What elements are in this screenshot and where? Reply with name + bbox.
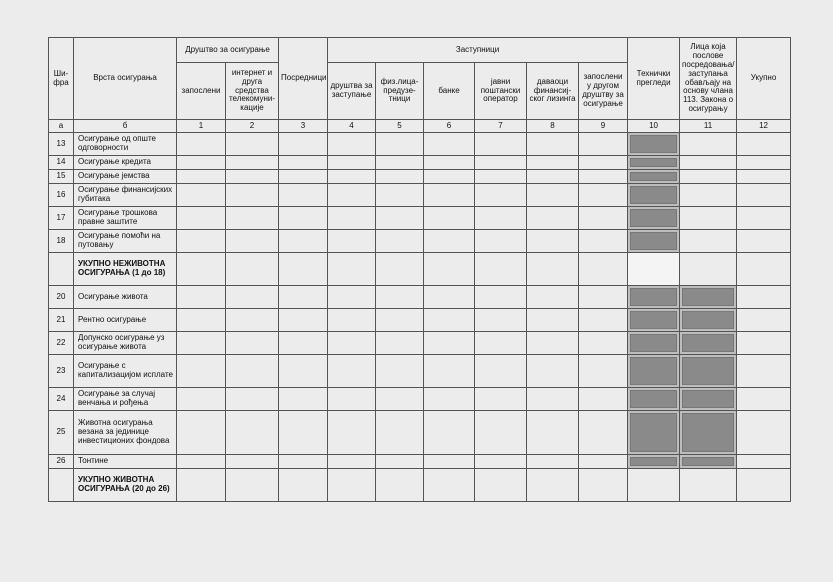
value-cell[interactable] (226, 156, 279, 170)
value-cell[interactable] (680, 469, 737, 502)
table-row (49, 286, 791, 309)
disabled-cell (680, 286, 737, 309)
value-cell[interactable] (680, 184, 737, 207)
value-cell[interactable] (376, 170, 424, 184)
value-cell[interactable] (579, 207, 628, 230)
value-cell[interactable] (279, 184, 328, 207)
value-cell[interactable] (527, 230, 579, 253)
value-cell[interactable] (424, 207, 475, 230)
value-cell[interactable] (579, 309, 628, 332)
value-cell[interactable] (527, 332, 579, 355)
value-cell[interactable] (424, 455, 475, 469)
table-row (49, 355, 791, 388)
row-label: Осигурање од опште одговорности (74, 133, 177, 156)
value-cell[interactable] (737, 207, 791, 230)
value-cell[interactable] (737, 286, 791, 309)
column-index: 12 (737, 120, 791, 133)
disabled-cell (628, 207, 680, 230)
row-code: 25 (49, 411, 74, 455)
value-cell[interactable] (328, 133, 376, 156)
value-cell[interactable] (177, 286, 226, 309)
value-cell[interactable] (177, 355, 226, 388)
value-cell[interactable] (737, 133, 791, 156)
row-code: 21 (49, 309, 74, 332)
value-cell[interactable] (579, 253, 628, 286)
value-cell[interactable] (579, 455, 628, 469)
header-zaposleni: запослени (177, 63, 226, 120)
value-cell[interactable] (279, 133, 328, 156)
row-code: 13 (49, 133, 74, 156)
insurance-distribution-table (48, 37, 791, 502)
value-cell[interactable] (328, 286, 376, 309)
value-cell[interactable] (226, 184, 279, 207)
disabled-cell (680, 455, 737, 469)
header-zastupnici-group: Заступници (328, 38, 628, 63)
value-cell[interactable] (279, 207, 328, 230)
header-internet: интернет и друга средства телекомуни-кације (226, 63, 279, 120)
table-row (49, 309, 791, 332)
value-cell[interactable] (579, 133, 628, 156)
value-cell[interactable] (279, 286, 328, 309)
value-cell[interactable] (475, 455, 527, 469)
row-label: Допунско осигурање уз осигурање живота (74, 332, 177, 355)
value-cell[interactable] (680, 133, 737, 156)
value-cell[interactable] (328, 411, 376, 455)
row-label: Животна осигурања везана за јединице инвестиционих фондова (74, 411, 177, 455)
value-cell[interactable] (424, 133, 475, 156)
value-cell[interactable] (177, 469, 226, 502)
header-javni-postanski: јавни поштански оператор (475, 63, 527, 120)
value-cell[interactable] (579, 184, 628, 207)
value-cell[interactable] (527, 455, 579, 469)
value-cell[interactable] (424, 469, 475, 502)
value-cell[interactable] (527, 133, 579, 156)
row-label: УКУПНО НЕЖИВОТНА ОСИГУРАЊА (1 до 18) (74, 253, 177, 286)
value-cell[interactable] (475, 286, 527, 309)
value-cell[interactable] (279, 388, 328, 411)
value-cell[interactable] (328, 455, 376, 469)
value-cell[interactable] (226, 388, 279, 411)
value-cell[interactable] (328, 170, 376, 184)
value-cell[interactable] (737, 455, 791, 469)
row-label: Осигурање финансијских губитака (74, 184, 177, 207)
row-code: 14 (49, 156, 74, 170)
row-code (49, 253, 74, 286)
value-cell[interactable] (737, 230, 791, 253)
disabled-cell (628, 455, 680, 469)
value-cell[interactable] (328, 253, 376, 286)
value-cell[interactable] (737, 469, 791, 502)
column-index: 8 (527, 120, 579, 133)
value-cell[interactable] (279, 170, 328, 184)
disabled-cell (628, 309, 680, 332)
column-index: 11 (680, 120, 737, 133)
table-row (49, 133, 791, 156)
value-cell[interactable] (226, 469, 279, 502)
row-label: Осигурање трошкова правне заштите (74, 207, 177, 230)
value-cell[interactable] (376, 309, 424, 332)
row-code: 20 (49, 286, 74, 309)
value-cell[interactable] (424, 411, 475, 455)
value-cell[interactable] (475, 355, 527, 388)
row-code (49, 469, 74, 502)
value-cell[interactable] (226, 411, 279, 455)
value-cell[interactable] (527, 184, 579, 207)
value-cell[interactable] (376, 207, 424, 230)
value-cell[interactable] (177, 309, 226, 332)
value-cell[interactable] (226, 309, 279, 332)
value-cell[interactable] (376, 230, 424, 253)
value-cell[interactable] (737, 332, 791, 355)
value-cell[interactable] (475, 170, 527, 184)
value-cell[interactable] (527, 156, 579, 170)
value-cell[interactable] (376, 388, 424, 411)
disabled-cell (680, 332, 737, 355)
disabled-cell (628, 411, 680, 455)
table-row (49, 170, 791, 184)
header-sifra: Ши-фра (49, 38, 74, 120)
value-cell[interactable] (424, 253, 475, 286)
value-cell[interactable] (226, 253, 279, 286)
value-cell[interactable] (424, 184, 475, 207)
header-row-1 (49, 38, 791, 63)
value-cell[interactable] (177, 388, 226, 411)
value-cell[interactable] (177, 253, 226, 286)
row-label: Осигурање кредита (74, 156, 177, 170)
value-cell[interactable] (475, 133, 527, 156)
row-label: Осигурање помоћи на путовању (74, 230, 177, 253)
value-cell[interactable] (226, 133, 279, 156)
table-row (49, 184, 791, 207)
value-cell[interactable] (279, 355, 328, 388)
value-cell[interactable] (737, 355, 791, 388)
header-fiz-lica: физ.лица-предузе-тници (376, 63, 424, 120)
row-code: 17 (49, 207, 74, 230)
value-cell[interactable] (328, 388, 376, 411)
value-cell[interactable] (328, 156, 376, 170)
value-cell[interactable] (579, 230, 628, 253)
row-label: Осигурање јемства (74, 170, 177, 184)
value-cell[interactable] (737, 388, 791, 411)
disabled-cell (680, 309, 737, 332)
value-cell[interactable] (376, 411, 424, 455)
value-cell[interactable] (475, 156, 527, 170)
value-cell[interactable] (177, 455, 226, 469)
value-cell[interactable] (737, 309, 791, 332)
value-cell[interactable] (680, 156, 737, 170)
table-row (49, 230, 791, 253)
table-row (49, 156, 791, 170)
value-cell[interactable] (376, 156, 424, 170)
value-cell[interactable] (628, 253, 680, 286)
value-cell[interactable] (737, 184, 791, 207)
row-label: Осигурање с капитализацијом исплате (74, 355, 177, 388)
header-tehnicki: Технички прегледи (628, 38, 680, 120)
column-index: 3 (279, 120, 328, 133)
row-code: 18 (49, 230, 74, 253)
value-cell[interactable] (475, 253, 527, 286)
value-cell[interactable] (177, 133, 226, 156)
column-index: 1 (177, 120, 226, 133)
value-cell[interactable] (376, 455, 424, 469)
value-cell[interactable] (579, 286, 628, 309)
value-cell[interactable] (279, 230, 328, 253)
disabled-cell (628, 332, 680, 355)
column-index: 4 (328, 120, 376, 133)
value-cell[interactable] (328, 207, 376, 230)
value-cell[interactable] (424, 388, 475, 411)
disabled-cell (628, 286, 680, 309)
value-cell[interactable] (279, 332, 328, 355)
row-code: 16 (49, 184, 74, 207)
value-cell[interactable] (328, 469, 376, 502)
column-index: 10 (628, 120, 680, 133)
disabled-cell (680, 388, 737, 411)
value-cell[interactable] (527, 309, 579, 332)
disabled-cell (628, 230, 680, 253)
value-cell[interactable] (680, 170, 737, 184)
disabled-cell (628, 133, 680, 156)
column-index: 2 (226, 120, 279, 133)
value-cell[interactable] (177, 170, 226, 184)
value-cell[interactable] (177, 411, 226, 455)
value-cell[interactable] (579, 332, 628, 355)
column-index: б (74, 120, 177, 133)
value-cell[interactable] (177, 230, 226, 253)
value-cell[interactable] (376, 469, 424, 502)
column-index: 9 (579, 120, 628, 133)
value-cell[interactable] (424, 230, 475, 253)
header-drustvo-group: Друштво за осигурање (177, 38, 279, 63)
value-cell[interactable] (628, 469, 680, 502)
value-cell[interactable] (376, 133, 424, 156)
value-cell[interactable] (279, 455, 328, 469)
row-code: 24 (49, 388, 74, 411)
table-row (49, 469, 791, 502)
value-cell[interactable] (475, 332, 527, 355)
value-cell[interactable] (527, 253, 579, 286)
value-cell[interactable] (475, 469, 527, 502)
value-cell[interactable] (376, 355, 424, 388)
header-lica: Лица која послове посредовања/ заступања обављају на основу члана 113. Закона о осигурању (680, 38, 737, 120)
value-cell[interactable] (279, 156, 328, 170)
disabled-cell (628, 388, 680, 411)
value-cell[interactable] (475, 411, 527, 455)
value-cell[interactable] (527, 207, 579, 230)
value-cell[interactable] (579, 156, 628, 170)
value-cell[interactable] (177, 207, 226, 230)
row-code: 26 (49, 455, 74, 469)
value-cell[interactable] (328, 332, 376, 355)
value-cell[interactable] (579, 170, 628, 184)
table-row (49, 455, 791, 469)
header-banke: банке (424, 63, 475, 120)
value-cell[interactable] (226, 230, 279, 253)
value-cell[interactable] (579, 411, 628, 455)
value-cell[interactable] (527, 355, 579, 388)
value-cell[interactable] (226, 332, 279, 355)
value-cell[interactable] (424, 332, 475, 355)
header-davaoci: даваоци финансиј-ског лизинга (527, 63, 579, 120)
header-zaposleni-u-drugom: запослени у другом друштву за осигурање (579, 63, 628, 120)
value-cell[interactable] (527, 286, 579, 309)
value-cell[interactable] (226, 455, 279, 469)
column-index: 5 (376, 120, 424, 133)
row-label: Рентно осигурање (74, 309, 177, 332)
value-cell[interactable] (424, 309, 475, 332)
table-row (49, 388, 791, 411)
column-index: 6 (424, 120, 475, 133)
value-cell[interactable] (424, 156, 475, 170)
disabled-cell (628, 170, 680, 184)
value-cell[interactable] (424, 355, 475, 388)
value-cell[interactable] (475, 184, 527, 207)
value-cell[interactable] (328, 309, 376, 332)
column-index: а (49, 120, 74, 133)
header-ukupno: Укупно (737, 38, 791, 120)
value-cell[interactable] (376, 332, 424, 355)
row-label: Осигурање за случај венчања и рођења (74, 388, 177, 411)
value-cell[interactable] (680, 230, 737, 253)
value-cell[interactable] (475, 388, 527, 411)
table-row (49, 207, 791, 230)
value-cell[interactable] (279, 309, 328, 332)
value-cell[interactable] (475, 230, 527, 253)
value-cell[interactable] (737, 170, 791, 184)
value-cell[interactable] (680, 253, 737, 286)
value-cell[interactable] (226, 170, 279, 184)
row-code: 22 (49, 332, 74, 355)
value-cell[interactable] (527, 411, 579, 455)
value-cell[interactable] (328, 355, 376, 388)
value-cell[interactable] (226, 286, 279, 309)
value-cell[interactable] (737, 156, 791, 170)
header-posrednici: Посредници (279, 38, 328, 120)
value-cell[interactable] (376, 184, 424, 207)
value-cell[interactable] (328, 230, 376, 253)
value-cell[interactable] (226, 207, 279, 230)
disabled-cell (628, 355, 680, 388)
column-index: 7 (475, 120, 527, 133)
value-cell[interactable] (680, 207, 737, 230)
value-cell[interactable] (177, 156, 226, 170)
table-row (49, 332, 791, 355)
value-cell[interactable] (527, 388, 579, 411)
value-cell[interactable] (279, 253, 328, 286)
row-code: 15 (49, 170, 74, 184)
header-vrsta: Врста осигурања (74, 38, 177, 120)
value-cell[interactable] (376, 253, 424, 286)
value-cell[interactable] (737, 253, 791, 286)
value-cell[interactable] (328, 184, 376, 207)
value-cell[interactable] (177, 184, 226, 207)
row-label: Тонтине (74, 455, 177, 469)
value-cell[interactable] (279, 411, 328, 455)
value-cell[interactable] (475, 207, 527, 230)
row-label: Осигурање живота (74, 286, 177, 309)
row-label: УКУПНО ЖИВОТНА ОСИГУРАЊА (20 до 26) (74, 469, 177, 502)
value-cell[interactable] (737, 411, 791, 455)
disabled-cell (628, 184, 680, 207)
disabled-cell (680, 355, 737, 388)
value-cell[interactable] (177, 332, 226, 355)
column-index-row (49, 120, 791, 133)
value-cell[interactable] (527, 170, 579, 184)
row-code: 23 (49, 355, 74, 388)
value-cell[interactable] (579, 469, 628, 502)
value-cell[interactable] (279, 469, 328, 502)
value-cell[interactable] (226, 355, 279, 388)
disabled-cell (628, 156, 680, 170)
value-cell[interactable] (579, 355, 628, 388)
value-cell[interactable] (579, 388, 628, 411)
value-cell[interactable] (475, 309, 527, 332)
value-cell[interactable] (527, 469, 579, 502)
value-cell[interactable] (376, 286, 424, 309)
table-row (49, 411, 791, 455)
table-row (49, 253, 791, 286)
header-drustva-za-zastupanje: друштва за заступање (328, 63, 376, 120)
value-cell[interactable] (424, 286, 475, 309)
disabled-cell (680, 411, 737, 455)
value-cell[interactable] (424, 170, 475, 184)
